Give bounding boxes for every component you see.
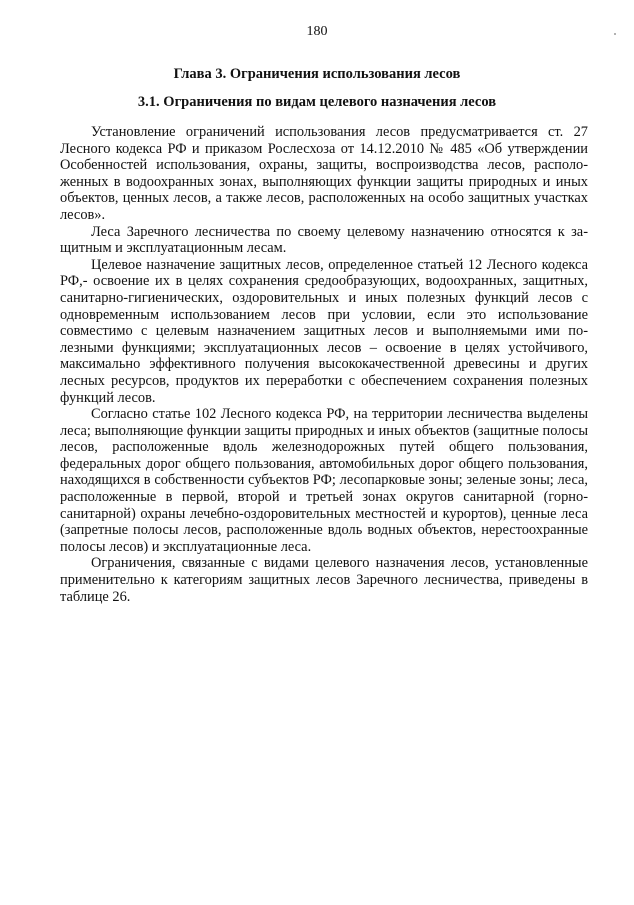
scan-speck <box>614 33 616 35</box>
paragraph-4: Согласно статье 102 Лесного кодекса РФ, на территории лесничества выделены леса; выполняющие функции защиты природных и иных объектов (защитные полосы лесов, расположенные вдоль железнодорожных путей общего пользования, федеральных дорог общего пользования, автомобильных дорог общего пользования, находящихся в собственности субъектов РФ; лесопарковые зоны; зеленые зоны; леса, расположенные в первой, второй и третьей зонах округов санитарной (горно-санитарной) охраны лечебно-оздоровительных местностей и курортов), ценные леса (запретные полосы лесов, расположенные вдоль водных объектов, нерестоохранные полосы лесов) и эксплуатационные леса. <box>60 406 588 555</box>
chapter-title: Глава 3. Ограничения использования лесов <box>173 66 461 82</box>
paragraph-1: Установление ограничений использования лесов предусматривается ст. 27 Лесного кодекса РФ и приказом Рослесхоза от 14.12.2010 № 485 «Об утверждении Особенностей использования, охраны, защиты, воспроизводства лесов, расположенных в водоохранных зонах, выполняющих функции защиты природных и иных объектов, ценных лесов, а также лесов, расположенных на особо защитных участках лесов». <box>60 124 588 223</box>
paragraph-5: Ограничения, связанные с видами целевого назначения лесов, установленные применительно к категориям защитных лесов Заречного лесничества, приведены в таблице 26. <box>60 555 588 605</box>
page-number: 180 <box>306 24 328 39</box>
paragraph-2: Леса Заречного лесничества по своему целевому назначению относятся к защитным и эксплуатационным лесам. <box>60 223 588 257</box>
section-title: 3.1. Ограничения по видам целевого назначения лесов <box>137 94 497 110</box>
body-text <box>60 124 588 605</box>
paragraph-3: Целевое назначение защитных лесов, определенное статьей 12 Лесного кодекса РФ,- освоение их в целях сохранения средообразующих, водоохранных, защитных, санитарно-гигиенических, оздоровительных и иных полезных функций лесов с одновременным использованием лесов при условии, если это использование совместимо с целевым назначением защитных лесов и выполняемыми ими полезными функциями; эксплуатационных лесов – освоение в целях устойчивого, максимально эффективного получения высококачественной древесины и других лесных ресурсов, продуктов их переработки с обеспечением сохранения полезных функций лесов. <box>60 256 588 406</box>
